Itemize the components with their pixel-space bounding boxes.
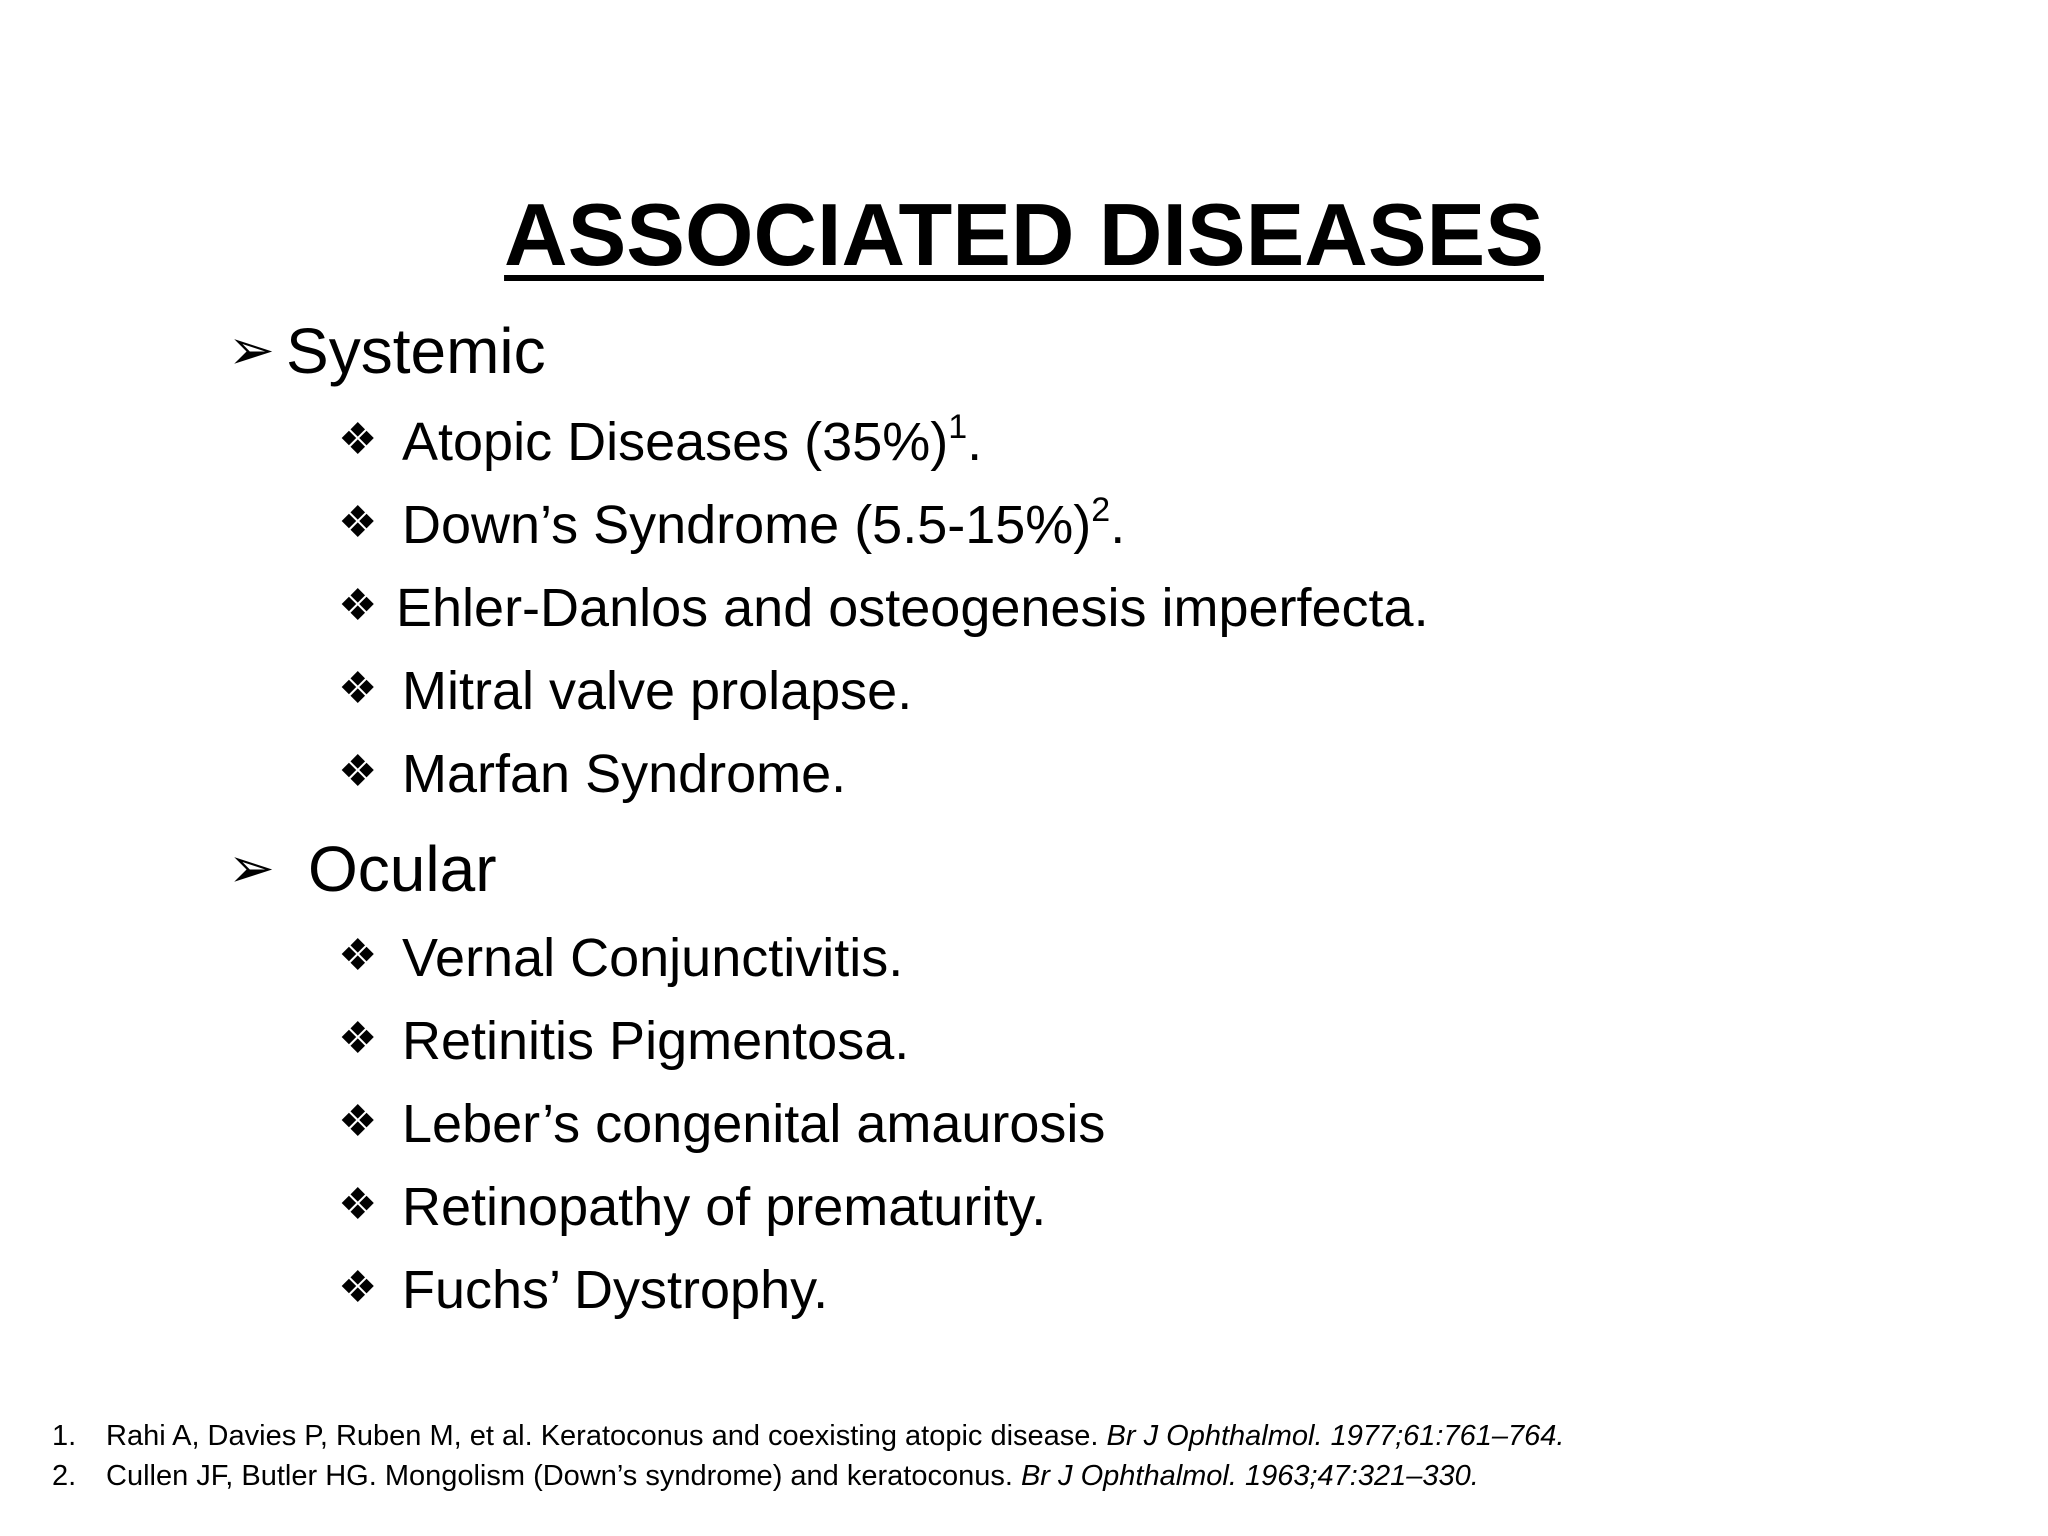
reference-number: 1. xyxy=(52,1420,77,1452)
slide-title-text: ASSOCIATED DISEASES xyxy=(504,185,1544,284)
arrow-bullet-icon: ➢ xyxy=(228,318,275,381)
footnote-ref: 2 xyxy=(1091,491,1111,529)
list-item-text: Ehler-Danlos and osteogenesis imperfecta. xyxy=(396,578,1429,638)
four-diamond-bullet-icon: ❖ xyxy=(338,1097,378,1146)
list-item-ocular-5 xyxy=(338,1253,828,1325)
four-diamond-bullet-icon: ❖ xyxy=(338,498,378,547)
list-item-ocular-2 xyxy=(338,1004,909,1076)
list-item-tail: . xyxy=(1110,495,1126,555)
list-item-systemic-5 xyxy=(338,737,846,809)
reference-journal: Br J Ophthalmol. 1963;47:321–330. xyxy=(1020,1460,1479,1492)
list-item-text: Down’s Syndrome (5.5-15%) xyxy=(402,495,1092,555)
list-item-systemic-1 xyxy=(338,405,982,477)
four-diamond-bullet-icon: ❖ xyxy=(338,747,378,796)
list-item-text: Mitral valve prolapse. xyxy=(402,661,913,721)
four-diamond-bullet-icon: ❖ xyxy=(338,415,378,464)
list-item-text: Leber’s congenital amaurosis xyxy=(402,1094,1106,1154)
list-item-systemic-2 xyxy=(338,488,1125,560)
four-diamond-bullet-icon: ❖ xyxy=(338,1263,378,1312)
list-item-ocular-4 xyxy=(338,1170,1046,1242)
list-item-ocular-3 xyxy=(338,1087,1105,1159)
heading-ocular-label: Ocular xyxy=(308,833,497,905)
four-diamond-bullet-icon: ❖ xyxy=(338,1014,378,1063)
footnote-ref: 1 xyxy=(948,408,968,446)
heading-systemic xyxy=(228,310,546,391)
four-diamond-bullet-icon: ❖ xyxy=(338,581,378,630)
references xyxy=(52,1416,1564,1496)
arrow-bullet-icon: ➢ xyxy=(228,836,275,899)
heading-systemic-label: Systemic xyxy=(286,315,546,387)
list-item-text: Vernal Conjunctivitis. xyxy=(402,928,904,988)
four-diamond-bullet-icon: ❖ xyxy=(338,1180,378,1229)
list-item-text: Retinopathy of prematurity. xyxy=(402,1177,1047,1237)
reference-2 xyxy=(52,1456,1564,1496)
list-item-tail: . xyxy=(967,412,983,472)
reference-number: 2. xyxy=(52,1460,77,1492)
heading-ocular xyxy=(228,828,497,909)
slide-title xyxy=(0,180,2048,290)
list-item-text: Marfan Syndrome. xyxy=(402,744,847,804)
four-diamond-bullet-icon: ❖ xyxy=(338,931,378,980)
reference-1 xyxy=(52,1416,1564,1456)
reference-text: Cullen JF, Butler HG. Mongolism (Down’s syndrome) and keratoconus. xyxy=(106,1460,1021,1492)
list-item-ocular-1 xyxy=(338,921,903,993)
list-item-text: Atopic Diseases (35%) xyxy=(402,412,949,472)
reference-journal: Br J Ophthalmol. 1977;61:761–764. xyxy=(1106,1420,1565,1452)
list-item-systemic-4 xyxy=(338,654,912,726)
list-item-text: Retinitis Pigmentosa. xyxy=(402,1011,910,1071)
list-item-systemic-3 xyxy=(338,571,1429,643)
list-item-text: Fuchs’ Dystrophy. xyxy=(402,1260,829,1320)
reference-text: Rahi A, Davies P, Ruben M, et al. Keratoconus and coexisting atopic disease. xyxy=(106,1420,1107,1452)
four-diamond-bullet-icon: ❖ xyxy=(338,664,378,713)
